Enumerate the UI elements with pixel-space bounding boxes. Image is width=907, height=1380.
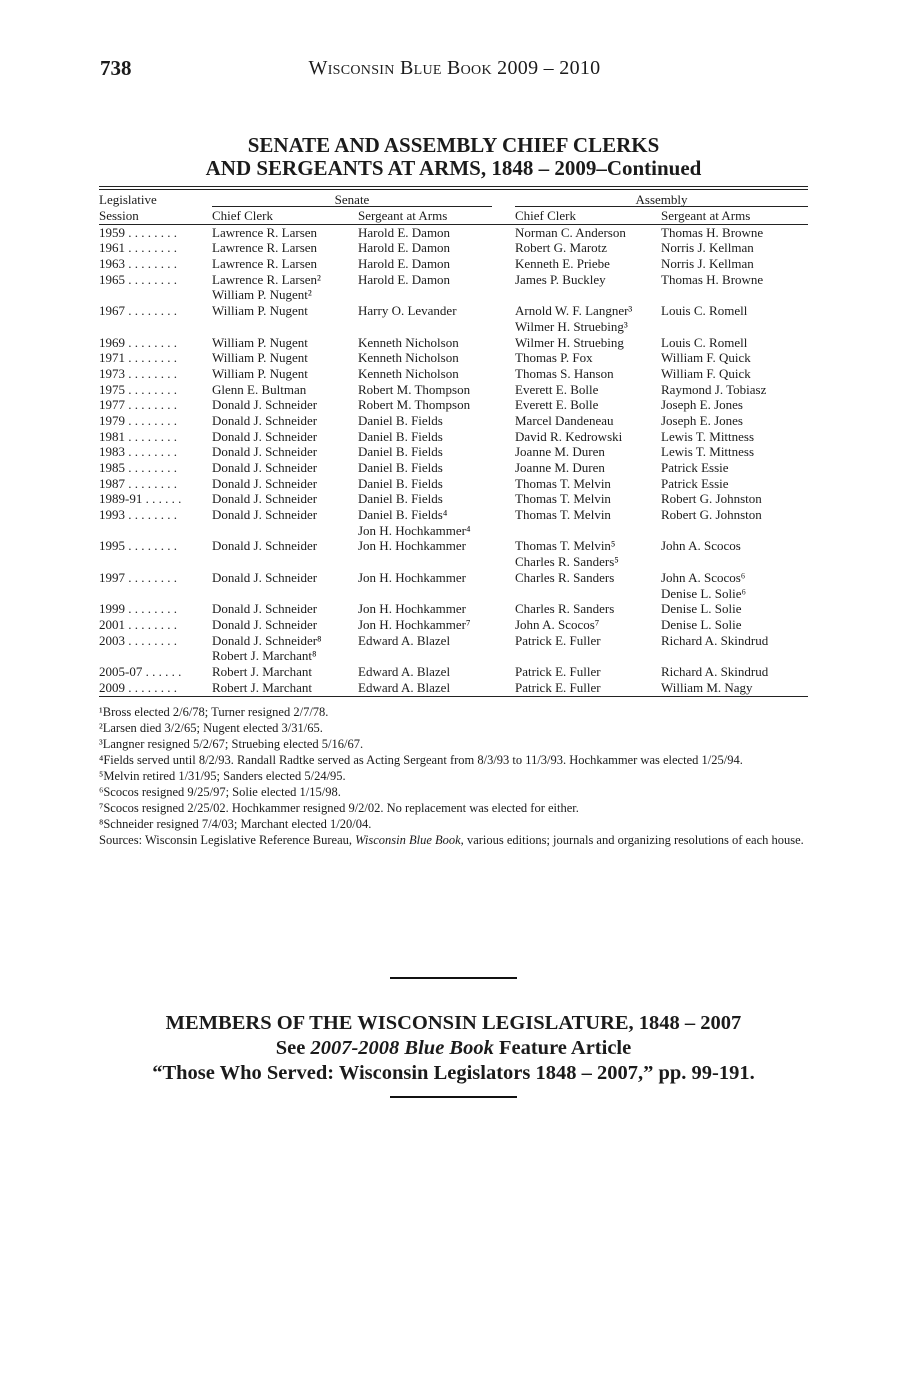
footnote-4: ⁴Fields served until 8/2/93. Randall Radtke served as Acting Sergeant from 8/3/93 to 11/3/93. Hochkammer was elected 1/25/94. [99,753,743,767]
cell-senate-chief-clerk: Donald J. Schneider [212,507,318,523]
cell-assembly-sergeant: William F. Quick [661,365,751,381]
cell-senate-sergeant: Kenneth Nicholson [358,350,459,366]
cell-session: 1969 . . . . . . . . [99,334,177,350]
cell-senate-sergeant: Edward A. Blazel [358,663,451,679]
table-row [99,523,808,539]
cell-session: 1963 . . . . . . . . [99,256,177,272]
feature-line1: MEMBERS OF THE WISCONSIN LEGISLATURE, 1848 – 2007 [165,1012,742,1034]
cell-assembly-chief-clerk: Thomas P. Fox [515,350,593,366]
cell-senate-chief-clerk: William P. Nugent [212,350,308,366]
cell-senate-chief-clerk: Donald J. Schneider [212,397,318,413]
sources-suffix: various editions; journals and organizing resolutions of each house. [463,833,804,847]
cell-session: 2009 . . . . . . . . [99,679,177,695]
cell-senate-chief-clerk: Glenn E. Bultman [212,381,307,397]
cell-assembly-sergeant: Raymond J. Tobiasz [661,381,767,397]
cell-senate-sergeant: Kenneth Nicholson [358,365,459,381]
table-row [99,272,808,288]
table-row [99,460,808,476]
cell-assembly-chief-clerk: Kenneth E. Priebe [515,256,610,272]
cell-session: 1993 . . . . . . . . [99,507,177,523]
assembly-group-header: Assembly [515,192,808,207]
cell-assembly-sergeant: Joseph E. Jones [661,412,743,428]
cell-assembly-sergeant: William F. Quick [661,350,751,366]
table-bottom-rule [99,696,808,697]
table-row [99,664,808,680]
table-row [99,366,808,382]
cell-assembly-chief-clerk: Thomas T. Melvin [515,491,611,507]
cell-assembly-chief-clerk: Patrick E. Fuller [515,679,601,695]
cell-assembly-chief-clerk: Wilmer H. Struebing [515,334,624,350]
table-row [99,382,808,398]
table-row [99,303,808,319]
cell-senate-chief-clerk: Donald J. Schneider [212,538,318,554]
cell-assembly-chief-clerk: James P. Buckley [515,271,606,287]
table-row [99,225,808,241]
cell-session: 1985 . . . . . . . . [99,460,177,475]
cell-assembly-chief-clerk: Joanne M. Duren [515,444,605,460]
cell-senate-sergeant: Jon H. Hochkammer⁴ [358,522,471,538]
cell-senate-chief-clerk: Lawrence R. Larsen [212,256,318,272]
section-title [0,134,907,180]
cell-assembly-sergeant: Richard A. Skindrud [661,632,769,648]
cell-senate-sergeant: Harold E. Damon [358,271,451,287]
table-row [99,240,808,256]
cell-session: 1961 . . . . . . . . [99,240,177,256]
cell-assembly-chief-clerk: John A. Scocos⁷ [515,616,600,632]
cell-assembly-sergeant: Lewis T. Mittness [661,428,755,444]
cell-senate-sergeant: Harold E. Damon [358,240,451,256]
table-row [99,491,808,507]
cell-senate-chief-clerk: Robert J. Marchant⁸ [212,648,317,664]
table-group-header [99,192,808,208]
table-body [99,225,808,696]
feature-line2 [0,1036,907,1061]
feature-line2-italic: 2007-2008 Blue Book [310,1037,494,1059]
cell-session: 1971 . . . . . . . . [99,350,177,366]
cell-assembly-sergeant: John A. Scocos⁶ [661,569,746,585]
cell-senate-sergeant: Harold E. Damon [358,224,451,240]
cell-senate-chief-clerk: Donald J. Schneider [212,616,318,632]
cell-assembly-sergeant: Lewis T. Mittness [661,444,755,460]
cell-assembly-chief-clerk: Thomas T. Melvin [515,475,611,491]
cell-senate-sergeant: Edward A. Blazel [358,679,451,695]
cell-assembly-sergeant: Thomas H. Browne [661,224,764,240]
table-row [99,413,808,429]
cell-senate-sergeant: Jon H. Hochkammer⁷ [358,616,471,632]
cell-assembly-chief-clerk: Robert G. Marotz [515,240,608,256]
cell-senate-sergeant: Daniel B. Fields [358,428,443,444]
table-row [99,586,808,602]
cell-senate-chief-clerk: Donald J. Schneider [212,601,318,617]
table-row [99,444,808,460]
sources-note [99,832,809,848]
cell-assembly-chief-clerk: Charles R. Sanders [515,569,615,585]
cell-senate-chief-clerk: Lawrence R. Larsen [212,240,318,256]
cell-senate-chief-clerk: Donald J. Schneider [212,491,318,507]
table-row [99,633,808,649]
column-header-senate-chief-clerk: Chief Clerk [212,207,274,223]
cell-session: 1973 . . . . . . . . [99,365,177,381]
section-title-line1: SENATE AND ASSEMBLY CHIEF CLERKS [247,133,660,157]
cell-senate-sergeant: Daniel B. Fields [358,412,443,428]
cell-senate-sergeant: Robert M. Thompson [358,381,471,397]
cell-session: 1967 . . . . . . . . [99,303,177,319]
feature-line3: “Those Who Served: Wisconsin Legislators 1848 – 2007,” pp. 99-191. [152,1062,755,1084]
table-row [99,601,808,617]
cell-session: 1995 . . . . . . . . [99,538,177,554]
cell-senate-chief-clerk: Lawrence R. Larsen² [212,271,321,287]
cell-assembly-chief-clerk: Patrick E. Fuller [515,632,601,648]
cell-assembly-chief-clerk: Joanne M. Duren [515,460,605,475]
cell-assembly-chief-clerk: Charles R. Sanders⁵ [515,554,619,570]
cell-assembly-sergeant: William M. Nagy [661,679,753,695]
footnote-3: ³Langner resigned 5/2/67; Struebing elected 5/16/67. [99,737,364,751]
divider-bottom [390,1096,517,1098]
cell-session: 2005-07 . . . . . . [99,663,182,679]
cell-assembly-chief-clerk: Marcel Dandeneau [515,412,614,428]
cell-session: 1959 . . . . . . . . [99,224,177,240]
cell-session: 1997 . . . . . . . . [99,569,177,585]
cell-assembly-sergeant: John A. Scocos [661,538,741,554]
cell-senate-sergeant: Jon H. Hochkammer [358,538,466,554]
cell-session: 1983 . . . . . . . . [99,444,177,460]
cell-assembly-chief-clerk: Everett E. Bolle [515,381,599,397]
table-row [99,648,808,664]
footnote-5: ⁵Melvin retired 1/31/95; Sanders elected 5/24/95. [99,769,346,783]
footnote-1: ¹Bross elected 2/6/78; Turner resigned 2/7/78. [99,705,329,719]
cell-senate-sergeant: Daniel B. Fields [358,460,443,475]
cell-assembly-chief-clerk: Everett E. Bolle [515,397,599,413]
cell-session: 1977 . . . . . . . . [99,397,177,413]
cell-senate-chief-clerk: Donald J. Schneider [212,460,318,475]
table-row [99,319,808,335]
running-title: Wisconsin Blue Book 2009 – 2010 [308,57,601,79]
cell-senate-chief-clerk: William P. Nugent² [212,287,312,303]
table-row [99,429,808,445]
sources-italic: Wisconsin Blue Book, [355,833,464,847]
cell-senate-chief-clerk: Donald J. Schneider⁸ [212,632,322,648]
clerks-table [99,186,808,697]
cell-assembly-sergeant: Patrick Essie [661,460,729,475]
cell-senate-sergeant: Daniel B. Fields [358,491,443,507]
footnote-7: ⁷Scocos resigned 2/25/02. Hochkammer resigned 9/2/02. No replacement was elected for either. [99,801,579,815]
cell-senate-chief-clerk: William P. Nugent [212,365,308,381]
feature-notice [0,1011,907,1086]
cell-senate-chief-clerk: Donald J. Schneider [212,412,318,428]
cell-session: 1981 . . . . . . . . [99,428,177,444]
cell-senate-sergeant: Jon H. Hochkammer [358,601,466,617]
cell-senate-sergeant: Daniel B. Fields [358,444,443,460]
footnote-2: ²Larsen died 3/2/65; Nugent elected 3/31/65. [99,721,323,735]
cell-assembly-sergeant: Norris J. Kellman [661,240,754,256]
cell-assembly-sergeant: Denise L. Solie⁶ [661,585,747,601]
table-row [99,476,808,492]
cell-assembly-sergeant: Denise L. Solie [661,616,742,632]
cell-senate-sergeant: Harry O. Levander [358,303,457,319]
cell-assembly-sergeant: Louis C. Romell [661,303,748,319]
cell-session: 1989-91 . . . . . . [99,491,182,507]
cell-session: 1979 . . . . . . . . [99,412,177,428]
cell-assembly-sergeant: Richard A. Skindrud [661,663,769,679]
cell-session: 1999 . . . . . . . . [99,601,177,617]
feature-line2-suffix: Feature Article [493,1037,632,1059]
table-row [99,256,808,272]
table-row [99,570,808,586]
table-row [99,554,808,570]
cell-session: 1965 . . . . . . . . [99,271,177,287]
cell-assembly-sergeant: Robert G. Johnston [661,491,762,507]
feature-line2-prefix: See [275,1037,311,1059]
cell-senate-chief-clerk: Robert J. Marchant [212,663,313,679]
column-header-assembly-sergeant: Sergeant at Arms [661,207,751,223]
table-row [99,507,808,523]
page-number: 738 [100,56,132,80]
table-column-header [99,208,808,225]
cell-session: 1975 . . . . . . . . [99,381,177,397]
cell-senate-sergeant: Kenneth Nicholson [358,334,459,350]
table-row [99,287,808,303]
cell-senate-chief-clerk: William P. Nugent [212,303,308,319]
table-row [99,538,808,554]
cell-senate-chief-clerk: Donald J. Schneider [212,444,318,460]
cell-session: 2001 . . . . . . . . [99,616,177,632]
cell-senate-chief-clerk: Robert J. Marchant [212,679,313,695]
table-top-rule [99,186,808,190]
cell-senate-chief-clerk: Donald J. Schneider [212,475,318,491]
cell-assembly-sergeant: Louis C. Romell [661,334,748,350]
footnote-8: ⁸Schneider resigned 7/4/03; Marchant elected 1/20/04. [99,817,372,831]
cell-assembly-chief-clerk: Wilmer H. Struebing³ [515,318,628,334]
cell-assembly-sergeant: Joseph E. Jones [661,397,743,413]
cell-senate-sergeant: Harold E. Damon [358,256,451,272]
cell-senate-sergeant: Edward A. Blazel [358,632,451,648]
session-header-top: Legislative [99,192,157,207]
page-header [100,56,809,82]
cell-assembly-sergeant: Norris J. Kellman [661,256,754,272]
cell-assembly-sergeant: Patrick Essie [661,475,729,491]
cell-assembly-chief-clerk: Arnold W. F. Langner³ [515,303,633,319]
divider-top [390,977,517,979]
senate-group-header: Senate [212,192,492,207]
section-title-line2: AND SERGEANTS AT ARMS, 1848 – 2009–Continued [205,156,702,180]
cell-assembly-sergeant: Robert G. Johnston [661,507,762,523]
cell-senate-chief-clerk: William P. Nugent [212,334,308,350]
column-header-assembly-chief-clerk: Chief Clerk [515,207,577,223]
cell-senate-sergeant: Daniel B. Fields⁴ [358,507,448,523]
cell-assembly-chief-clerk: Thomas T. Melvin⁵ [515,538,616,554]
table-row [99,397,808,413]
table-row [99,350,808,366]
column-header-session: Session [99,207,139,223]
cell-assembly-chief-clerk: Charles R. Sanders [515,601,615,617]
cell-senate-chief-clerk: Lawrence R. Larsen [212,224,318,240]
cell-senate-sergeant: Jon H. Hochkammer [358,569,466,585]
column-header-senate-sergeant: Sergeant at Arms [358,207,448,223]
cell-session: 2003 . . . . . . . . [99,632,177,648]
table-row [99,680,808,696]
table-row [99,335,808,351]
cell-senate-chief-clerk: Donald J. Schneider [212,569,318,585]
cell-senate-chief-clerk: Donald J. Schneider [212,428,318,444]
cell-assembly-chief-clerk: Norman C. Anderson [515,224,626,240]
cell-assembly-chief-clerk: David R. Kedrowski [515,428,623,444]
cell-assembly-sergeant: Thomas H. Browne [661,271,764,287]
footnote-6: ⁶Scocos resigned 9/25/97; Solie elected 1/15/98. [99,785,341,799]
footnotes [99,704,809,848]
cell-assembly-chief-clerk: Thomas T. Melvin [515,507,611,523]
cell-senate-sergeant: Robert M. Thompson [358,397,471,413]
cell-assembly-sergeant: Denise L. Solie [661,601,742,617]
cell-assembly-chief-clerk: Thomas S. Hanson [515,365,614,381]
table-row [99,617,808,633]
sources-prefix: Sources: Wisconsin Legislative Reference Bureau, [99,833,356,847]
cell-senate-sergeant: Daniel B. Fields [358,475,443,491]
cell-assembly-chief-clerk: Patrick E. Fuller [515,663,601,679]
cell-session: 1987 . . . . . . . . [99,475,177,491]
